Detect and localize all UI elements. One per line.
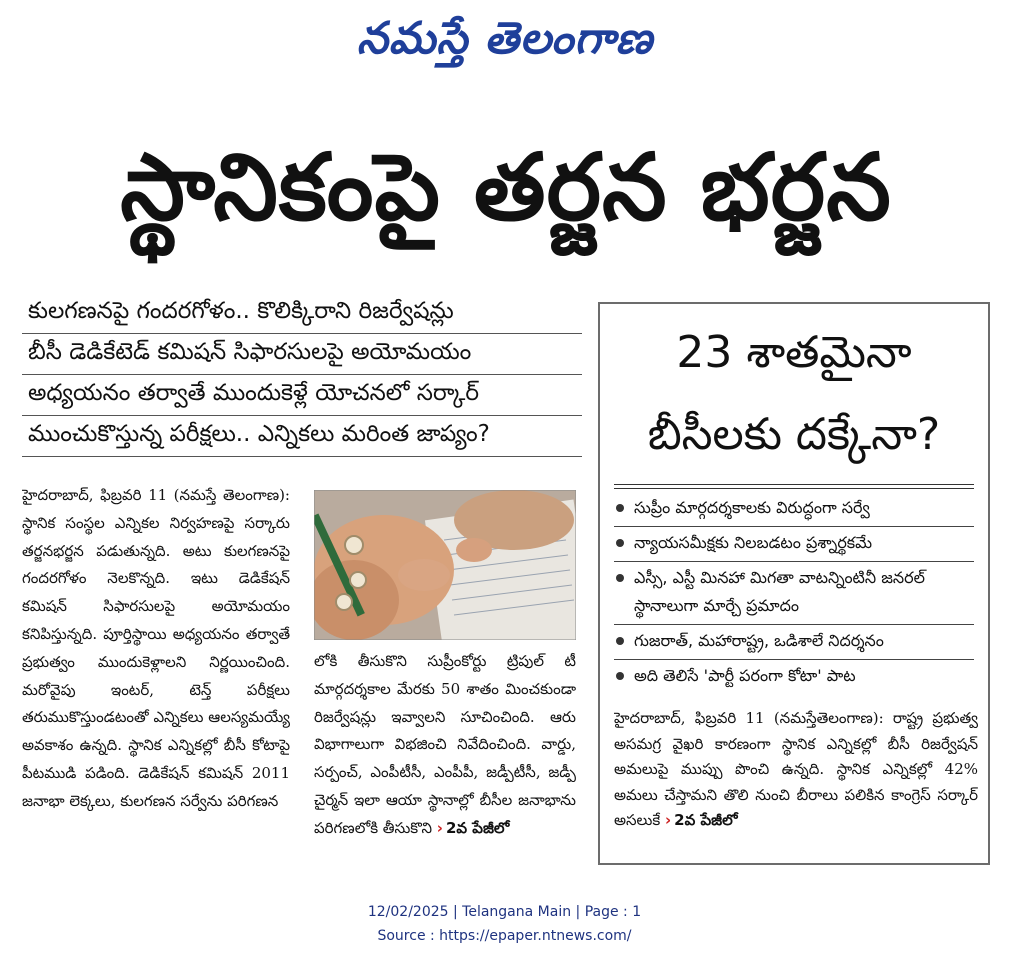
sidebar-body: హైదరాబాద్, ఫిబ్రవరి 11 (నమస్తేతెలంగాణ): రాష్ట్ర ప్రభుత్వ అసమగ్ర వైఖరి కారణంగా స్థానిక ఎన్నికల్లో బీసీ రిజర్వేషన్ అమలుపై ముప్పు పొంచి ఉన్నది. స్థానిక ఎన్నికల్లో 42% అమలు చేస్తామని తొలి నుంచి బీరాలు పలికిన కాంగ్రెస్ సర్కార్ అసలుకే [614,709,978,829]
bullet-text: సుప్రీం మార్గదర్శకాలకు విరుద్ధంగా సర్వే [634,498,870,517]
article-column-1: హైదరాబాద్, ఫిబ్రవరి 11 (నమస్తే తెలంగాణ): స్థానిక సంస్థల ఎన్నికల నిర్వహణపై సర్కారు తర్జనభర్జన పడుతున్నది. అటు కులగణనపై గందరగోళం నెలకొన్నది. ఇటు డెడికేషన్ కమిషన్ సిఫారసులపై అయోమయం కనిపిస్తున్నది. పూర్తిస్థాయి అధ్యయనం తర్వాతే ప్రభుత్వం ముందుకెళ్లాలని నిర్ణయించింది. మరోవైపు ఇంటర్, టెన్త్ పరీక్షలు తరుముకొస్తుండటంతో ఎన్నికలు ఆలస్యమయ్యే అవకాశం ఉన్నది. స్థానిక ఎన్నికల్లో బీసీ కోటాపై పీటముడి పడింది. డెడికేషన్ కమిషన్ 2011 జనాభా లెక్కలు, కులగణన సర్వేను పరిగణన [22,486,290,810]
chevron-right-icon: › [436,818,443,837]
subheadline: ముంచుకొస్తున్న పరీక్షలు.. ఎన్నికలు మరింత జాప్యం? [22,417,582,457]
masthead-logo: నమస్తే తెలంగాణ [356,13,654,64]
headline: స్థానికంపై తర్జన భర్జన [120,134,892,241]
bullet-text: గుజరాత్, మహారాష్ట్ర, ఒడిశాలే నిదర్శనం [634,631,884,650]
bullet-item [614,625,974,660]
bullet-text: ఎస్సీ, ఎస్టీ మినహా మిగతా వాటన్నింటినీ జనరల్ స్థానాలుగా మార్చే ప్రమాదం [634,568,925,615]
subheadline: కులగణనపై గందరగోళం.. కొలిక్కిరాని రిజర్వేషన్లు [22,294,582,334]
chevron-right-icon: › [664,811,672,829]
continued-label: 2వ పేజీలో [445,818,510,837]
footer-edition-info: 12/02/2025 | Telangana Main | Page : 1 [367,904,642,920]
voter-ink-photo [314,490,576,640]
continued-on-page-link [665,811,738,829]
subheadline: అధ్యయనం తర్వాతే ముందుకెళ్లే యోచనలో సర్కార్ [22,376,582,416]
bullet-item [614,660,974,694]
double-rule-divider [614,484,974,489]
bullet-dot-icon [616,672,624,680]
subheadline: బీసీ డెడికేటెడ్ కమిషన్ సిఫారసులపై అయోమయం [22,335,582,375]
article-column-2-text: లోకి తీసుకొని సుప్రీంకోర్టు ట్రిపుల్ టీ మార్గదర్శకాల మేరకు 50 శాతం మించకుండా రిజర్వేషన్లు ఇవ్వాలని సూచించింది. ఆరు విభాగాలుగా విభజించి నివేదించింది. వార్డు, సర్పంచ్, ఎంపీటీసీ, ఎంపీపీ, జడ్పీటీసీ, జడ్పీ చైర్మన్ ఇలా ఆయా స్థానాల్లో బీసీల జనాభాను పరిగణలోకి తీసుకొని [314,652,576,837]
subheadlines [22,294,582,458]
bullet-text: న్యాయసమీక్షకు నిలబడటం ప్రశ్నార్థకమే [634,533,873,552]
sidebar-bullet-list [614,492,974,694]
bullet-dot-icon [616,574,624,582]
bullet-item [614,527,974,562]
footer-source: Source : https://epaper.ntnews.com/ [377,928,632,944]
bullet-text: అది తెలిసే 'పార్టీ పరంగా కోటా' పాట [634,666,856,685]
continued-label: 2వ పేజీలో [674,811,738,829]
bullet-item [614,562,974,625]
bullet-dot-icon [616,539,624,547]
sidebar-headline-line-2: బీసీలకు దక్కేనా? [647,409,941,460]
continued-on-page-link [437,819,510,837]
bullet-dot-icon [616,504,624,512]
bullet-dot-icon [616,637,624,645]
sidebar-headline-line-1: 23 శాతమైనా [676,327,912,378]
sidebar-body-text [614,706,978,858]
sidebar-box [598,302,990,865]
photo-illustration [314,490,576,640]
bullet-item [614,492,974,527]
article-column-2 [314,648,576,872]
